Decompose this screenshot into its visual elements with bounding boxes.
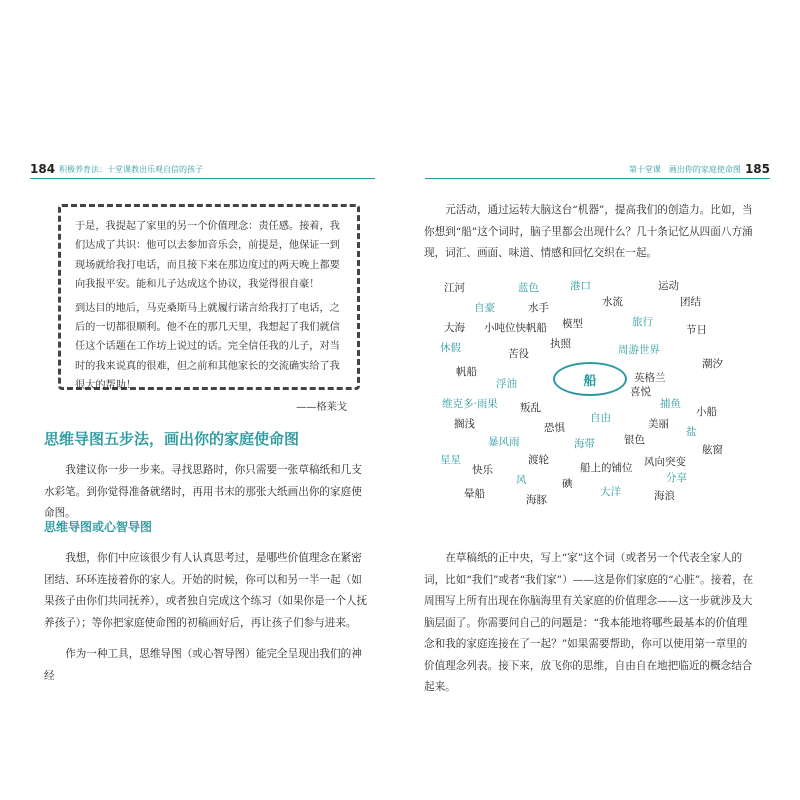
mind-map-word: 大洋	[600, 486, 621, 498]
mind-map-word: 叛乱	[520, 402, 541, 414]
left-text-block-2	[44, 548, 370, 687]
mind-map-word: 舷窗	[702, 444, 723, 456]
mind-map-word: 喜悦	[630, 386, 651, 398]
mind-map-word: 捕鱼	[660, 398, 681, 410]
mind-map-word: 风向突变	[644, 456, 686, 468]
mind-map-word: 自豪	[474, 302, 495, 314]
body-paragraph: 在草稿纸的正中央，写上“家”这个词（或者另一个代表全家人的词，比如“我们”或者“我们家”）——这是你们家庭的“心脏”。接着，在周围写上所有出现在你脑海里有关家庭的价值理念——这一步就涉及大脑层面了。你需要问自己的问题是：“我本能地将哪些最基本的价值理念和我的家庭连接在了一起？”如果需要帮助，你可以使用第一章里的价值理念列表。接下来，放飞你的思维，自由自在地把临近的概念结合起来。	[424, 552, 754, 693]
mind-map-word: 碘	[562, 478, 573, 490]
mind-map-word: 旅行	[632, 316, 653, 328]
mind-map-word: 海豚	[526, 494, 547, 506]
mind-map-word: 港口	[570, 280, 591, 292]
mind-map-word: 休假	[440, 342, 461, 354]
quote-paragraph: 于是，我提起了家里的另一个价值理念：责任感。接着，我们达成了共识：他可以去参加音乐会，前提是，他保证一到现场就给我打电话，而且接下来在那边度过的两天晚上都要向我报平安。能和儿子达成这个协议，我觉得很自豪！	[75, 221, 340, 291]
mind-map-word: 恐惧	[544, 422, 565, 434]
mind-map-word: 暴风雨	[488, 436, 520, 448]
mind-map-word: 大海	[444, 322, 465, 334]
mind-map-word: 自由	[590, 412, 611, 424]
right-text-block-2	[424, 548, 754, 699]
sub-title: 思维导图或心智导图	[44, 520, 153, 534]
mind-map-word: 海带	[574, 438, 595, 450]
mind-map-word: 快乐	[472, 464, 493, 476]
mind-map-word: 英格兰	[634, 372, 666, 384]
mind-map-word: 水流	[602, 296, 623, 308]
mind-map-word: 风	[516, 474, 527, 486]
mind-map-word: 周游世界	[618, 344, 660, 356]
left-running-title: 积极养育法：十堂课教出乐观自信的孩子	[59, 164, 204, 174]
mind-map-word: 浮油	[496, 378, 517, 390]
mind-map-word: 盐	[686, 426, 697, 438]
quote-box	[58, 204, 360, 413]
mind-map-word: 帆船	[456, 366, 477, 378]
mind-map-word: 小船	[696, 406, 717, 418]
body-paragraph: 我想，你们中应该很少有人认真思考过，是哪些价值理念在紧密团结、环环连接着你的家人。开始的时候，你可以和另一半一起（如果孩子由你们共同抚养），或者独自完成这个练习（如果你是一个人抚养孩子）；等你把家庭使命图的初稿画好后，再让孩子们参与进来。	[44, 552, 368, 629]
section-title: 思维导图五步法，画出你的家庭使命图	[44, 430, 300, 448]
left-text-block-1	[44, 460, 370, 525]
mind-map-word: 模型	[562, 318, 583, 330]
right-running-title: 第十堂课 画出你的家庭使命图	[628, 164, 741, 174]
quote-signature: ——格莱戈	[296, 401, 347, 413]
mind-map-word: 银色	[624, 434, 645, 446]
mind-map	[424, 272, 764, 508]
quote-paragraph: 到达目的地后，马克桑斯马上就履行诺言给我打了电话，之后的一切都很顺利。他不在的那几天里，我想起了我们就信任这个话题在工作坊上说过的话。完全信任我的儿子，对当时的我来说真的很难，但之前和其他家长的交流确实给了我很大的帮助！	[75, 302, 340, 392]
mind-map-word: 搁浅	[454, 418, 475, 430]
right-page-header	[629, 161, 770, 177]
mind-map-word: 水手	[528, 302, 549, 314]
body-paragraph: 我建议你一步一步来。寻找思路时，你只需要一张草稿纸和几支水彩笔。到你觉得准备就绪时，再用书末的那张大纸画出你的家庭使命图。	[44, 464, 362, 519]
mind-map-center: 船	[553, 362, 627, 396]
mind-map-word: 潮汐	[702, 358, 723, 370]
mind-map-word: 分享	[666, 472, 687, 484]
mind-map-word: 运动	[658, 280, 679, 292]
mind-map-word: 节日	[686, 324, 707, 336]
mind-map-word: 江河	[444, 282, 465, 294]
right-header-rule	[425, 178, 770, 179]
body-paragraph: 元活动，通过运转大脑这台“机器”，提高我们的创造力。比如，当你想到“船”这个词时，脑子里都会出现什么？几十条记忆从四面八方涌现，词汇、画面、味道、情感和回忆交织在一起。	[424, 204, 753, 259]
right-page-number: 185	[744, 162, 770, 176]
mind-map-word: 星星	[440, 454, 461, 466]
left-page-number: 184	[30, 162, 56, 176]
mind-map-word: 美丽	[648, 418, 669, 430]
mind-map-word: 团结	[680, 296, 701, 308]
right-text-block-1	[424, 200, 754, 265]
mind-map-word: 晕船	[464, 488, 485, 500]
left-header-rule	[30, 178, 375, 179]
mind-map-word: 蓝色	[518, 282, 539, 294]
mind-map-word: 船上的铺位	[580, 462, 633, 474]
mind-map-word: 海浪	[654, 490, 675, 502]
mind-map-word: 苦役	[508, 348, 529, 360]
mind-map-word: 渡轮	[528, 454, 549, 466]
mind-map-word: 小吨位快帆船	[484, 322, 547, 334]
body-paragraph: 作为一种工具，思维导图（或心智导图）能完全呈现出我们的神经	[44, 648, 362, 682]
mind-map-word: 维克多·雨果	[442, 398, 498, 410]
left-page-header	[30, 161, 203, 177]
mind-map-word: 执照	[550, 338, 571, 350]
